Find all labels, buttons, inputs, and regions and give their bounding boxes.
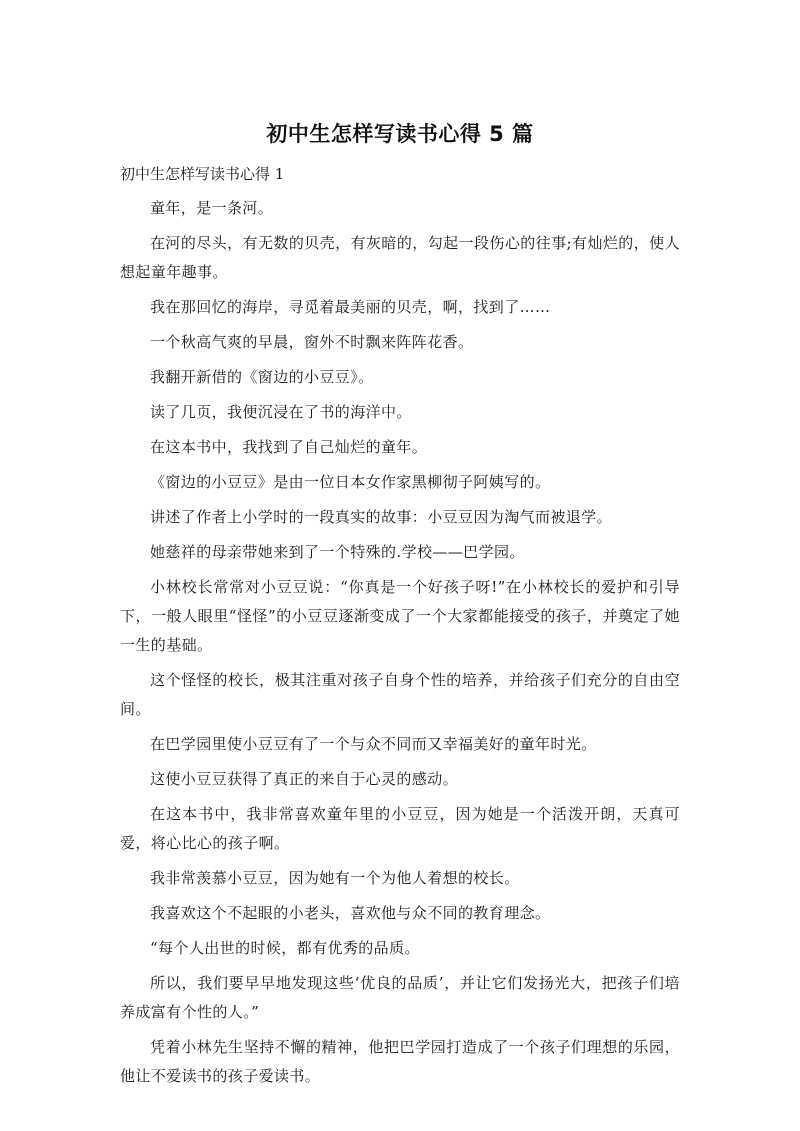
paragraph: 读了几页，我便沉浸在了书的海洋中。 [150, 403, 412, 421]
paragraph: 童年，是一条河。 [150, 199, 274, 217]
paragraph: 这使小豆豆获得了真正的来自于心灵的感动。 [150, 770, 459, 788]
paragraph: 在这本书中，我找到了自己灿烂的童年。 [150, 438, 428, 456]
paragraph: 在河的尽头，有无数的贝壳，有灰暗的，勾起一段伤心的往事;有灿烂的，使人想起童年趣事。 [120, 234, 680, 281]
document-title: 初中生怎样写读书心得 5 篇 [266, 122, 534, 146]
paragraph: 我在那回忆的海岸，寻觅着最美丽的贝壳，啊，找到了…… [150, 298, 551, 316]
paragraph: 这个怪怪的校长，极其注重对孩子自身个性的培养，并给孩子们充分的自由空间。 [120, 671, 680, 718]
paragraph: 讲述了作者上小学时的一段真实的故事：小豆豆因为淘气而被退学。 [150, 508, 613, 526]
paragraph: 我翻开新借的《窗边的小豆豆》。 [150, 368, 374, 386]
paragraph: 在巴学园里使小豆豆有了一个与众不同而又幸福美好的童年时光。 [150, 735, 597, 753]
paragraph: 她慈祥的母亲带她来到了一个特殊的.学校——巴学园。 [150, 543, 525, 561]
paragraph: 一个秋高气爽的早晨，窗外不时飘来阵阵花香。 [150, 333, 474, 351]
article-heading: 初中生怎样写读书心得 1 [120, 165, 285, 183]
paragraph: 我非常羡慕小豆豆，因为她有一个为他人着想的校长。 [150, 869, 520, 887]
document-body [120, 194, 680, 1097]
paragraph: 《窗边的小豆豆》是由一位日本女作家黑柳彻子阿姨写的。 [150, 473, 551, 491]
paragraph: “每个人出世的时候，都有优秀的品质。 [150, 939, 420, 957]
paragraph: 凭着小林先生坚持不懈的精神，他把巴学园打造成了一个孩子们理想的乐园，他让不爱读书的孩子爱读书。 [120, 1038, 680, 1085]
paragraph: 小林校长常常对小豆豆说：“你真是一个好孩子呀!”在小林校长的爱护和引导下，一般人眼里“怪怪”的小豆豆逐渐变成了一个大家都能接受的孩子，并奠定了她一生的基础。 [120, 578, 680, 654]
paragraph: 在这本书中，我非常喜欢童年里的小豆豆，因为她是一个活泼开朗，天真可爱，将心比心的孩子啊。 [120, 805, 680, 852]
paragraph: 所以，我们要早早地发现这些‘优良的品质’，并让它们发扬光大，把孩子们培养成富有个性的人。” [120, 974, 680, 1021]
paragraph: 我喜欢这个不起眼的小老头，喜欢他与众不同的教育理念。 [150, 904, 551, 922]
